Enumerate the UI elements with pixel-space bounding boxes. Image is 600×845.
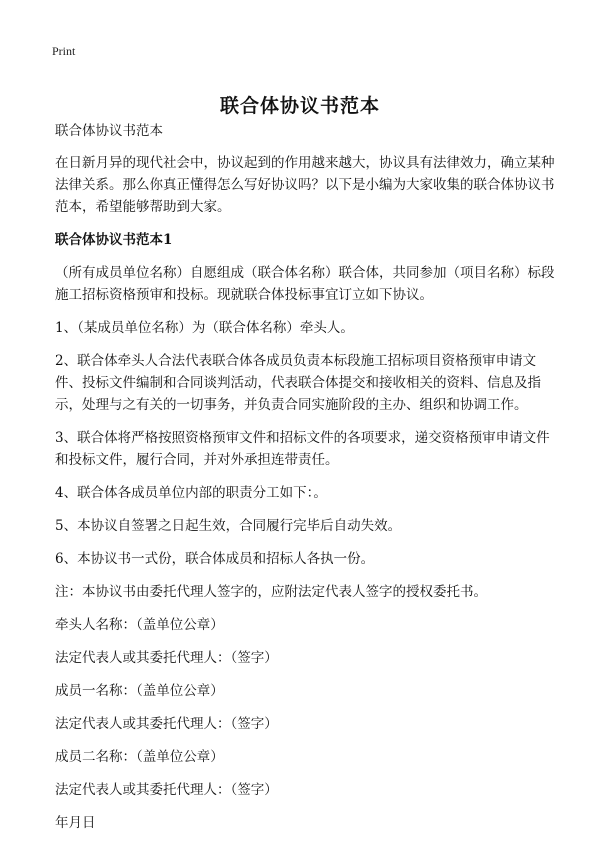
signature-member1-representative: 法定代表人或其委托代理人：（签字） — [55, 716, 278, 732]
signature-lead-representative: 法定代表人或其委托代理人：（签字） — [55, 650, 278, 666]
clause-2: 2、联合体牵头人合法代表联合体各成员负责本标段施工招标项目资格预审申请文件、投标文件编制和合同谈判活动，代表联合体提交和接收相关的资料、信息及指示，处理与之有关的一切事务，并负责合同实施阶段的主办、组织和协调工作。 — [55, 353, 541, 413]
intro-paragraph: 在日新月异的现代社会中，协议起到的作用越来越大，协议具有法律效力，确立某种法律关系。那么你真正懂得怎么写好协议吗？以下是小编为大家收集的联合体协议书范本，希望能够帮助到大家。 — [55, 155, 555, 215]
note-paragraph: 注：本协议书由委托代理人签字的，应附法定代表人签字的授权委托书。 — [55, 584, 487, 600]
document-subtitle: 联合体协议书范本 — [55, 123, 163, 139]
print-link[interactable]: Print — [52, 44, 76, 58]
clause-3: 3、联合体将严格按照资格预审文件和招标文件的各项要求，递交资格预审申请文件和投标文件，履行合同，并对外承担连带责任。 — [55, 430, 550, 468]
document-title: 联合体协议书范本 — [219, 94, 380, 117]
clause-6: 6、本协议书一式份，联合体成员和招标人各执一份。 — [55, 551, 375, 567]
clause-4: 4、联合体各成员单位内部的职责分工如下：。 — [55, 485, 327, 501]
section-heading: 联合体协议书范本1 — [55, 232, 173, 248]
clause-5: 5、本协议自签署之日起生效，合同履行完毕后自动失效。 — [55, 518, 402, 534]
paragraph-preamble: （所有成员单位名称）自愿组成（联合体名称）联合体，共同参加（项目名称）标段施工招标资格预审和投标。现就联合体投标事宜订立如下协议。 — [55, 265, 555, 303]
signature-member2-name: 成员二名称：（盖单位公章） — [55, 749, 224, 765]
signature-member2-representative: 法定代表人或其委托代理人：（签字） — [55, 782, 278, 798]
signature-member1-name: 成员一名称：（盖单位公章） — [55, 683, 224, 699]
document-body — [55, 120, 555, 845]
signature-date: 年月日 — [55, 815, 96, 831]
signature-lead-name: 牵头人名称：（盖单位公章） — [55, 617, 224, 633]
clause-1: 1、（某成员单位名称）为（联合体名称）牵头人。 — [55, 320, 354, 336]
